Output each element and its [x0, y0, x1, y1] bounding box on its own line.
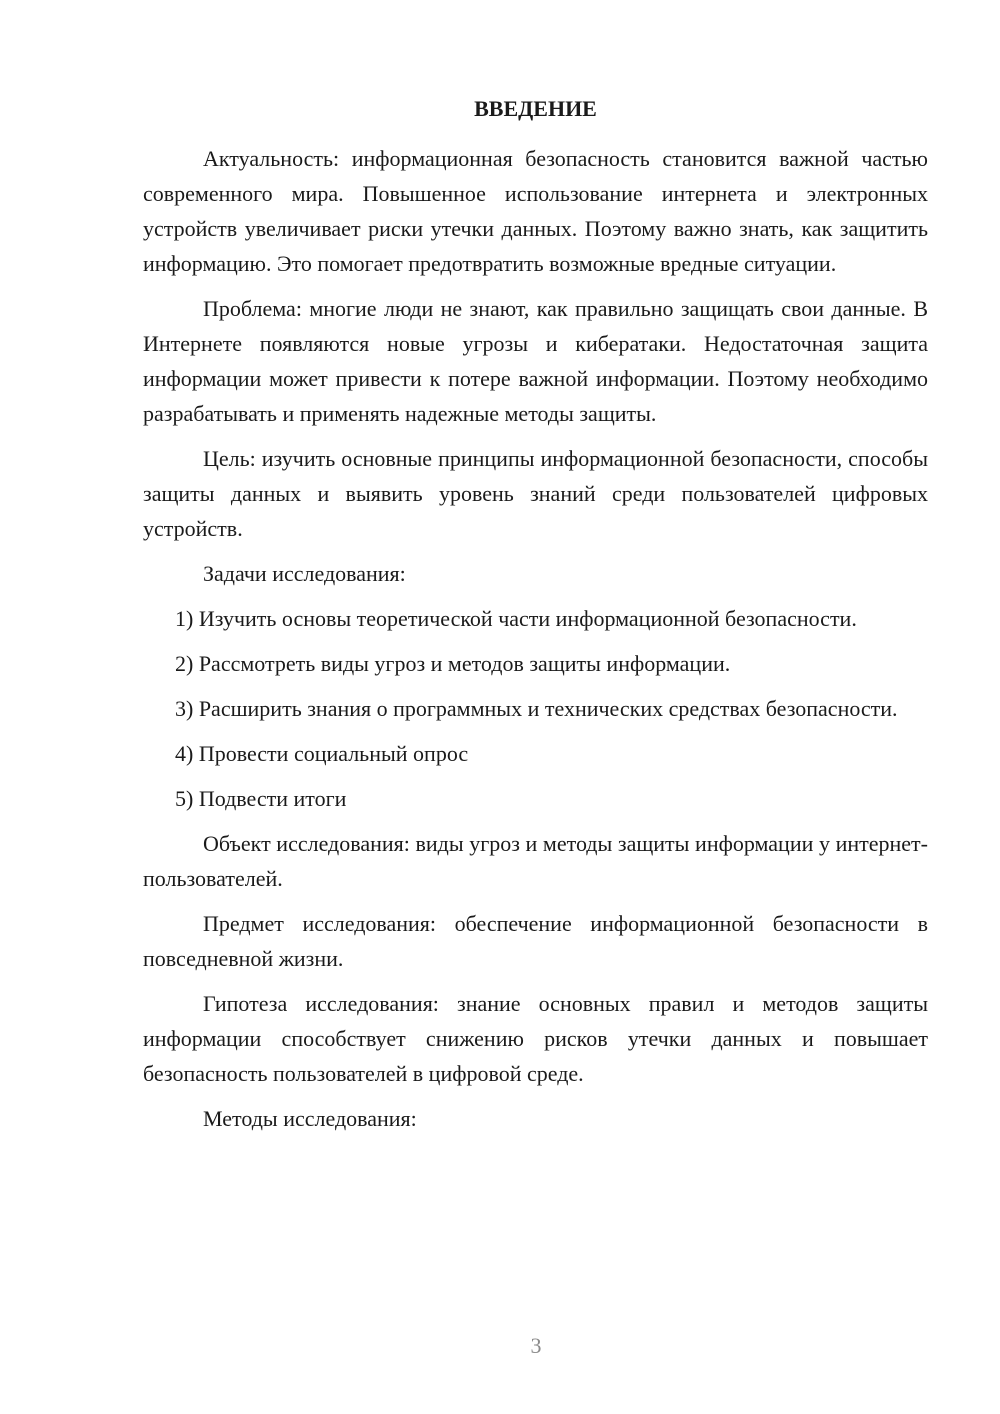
- page-number: 3: [530, 1333, 542, 1358]
- list-item: 4) Провести социальный опрос: [175, 741, 469, 766]
- paragraph-subject: Предмет исследования: обеспечение информационной безопасности в повседневной жизни.: [143, 911, 928, 971]
- document-page: [143, 94, 928, 1146]
- paragraph-object: Объект исследования: виды угроз и методы защиты информации у интернет-пользователей.: [143, 831, 928, 891]
- tasks-list: [143, 601, 928, 816]
- paragraph-goal: Цель: изучить основные принципы информационной безопасности, способы защиты данных и выявить уровень знаний среди пользователей цифровых устройств.: [143, 446, 928, 541]
- paragraph-problem: Проблема: многие люди не знают, как правильно защищать свои данные. В Интернете появляются новые угрозы и кибератаки. Недостаточная защита информации может привести к потере важной информации. Поэтому необходимо разрабатывать и применять надежные методы защиты.: [143, 296, 928, 426]
- paragraph-tasks-heading: Задачи исследования:: [203, 561, 406, 586]
- section-title: ВВЕДЕНИЕ: [474, 96, 597, 121]
- list-item: 3) Расширить знания о программных и технических средствах безопасности.: [175, 696, 898, 721]
- paragraph-hypothesis: Гипотеза исследования: знание основных правил и методов защиты информации способствует снижению рисков утечки данных и повышает безопасность пользователей в цифровой среде.: [143, 991, 928, 1086]
- paragraph-methods-heading: Методы исследования:: [203, 1106, 417, 1131]
- paragraph-relevance: Актуальность: информационная безопасность становится важной частью современного мира. Повышенное использование интернета и электронных устройств увеличивает риски утечки данных. Поэтому важно знать, как защитить информацию. Это помогает предотвратить возможные вредные ситуации.: [143, 146, 928, 276]
- list-item: 2) Рассмотреть виды угроз и методов защиты информации.: [175, 651, 731, 676]
- list-item: 5) Подвести итоги: [175, 786, 347, 811]
- list-item: 1) Изучить основы теоретической части информационной безопасности.: [175, 606, 857, 631]
